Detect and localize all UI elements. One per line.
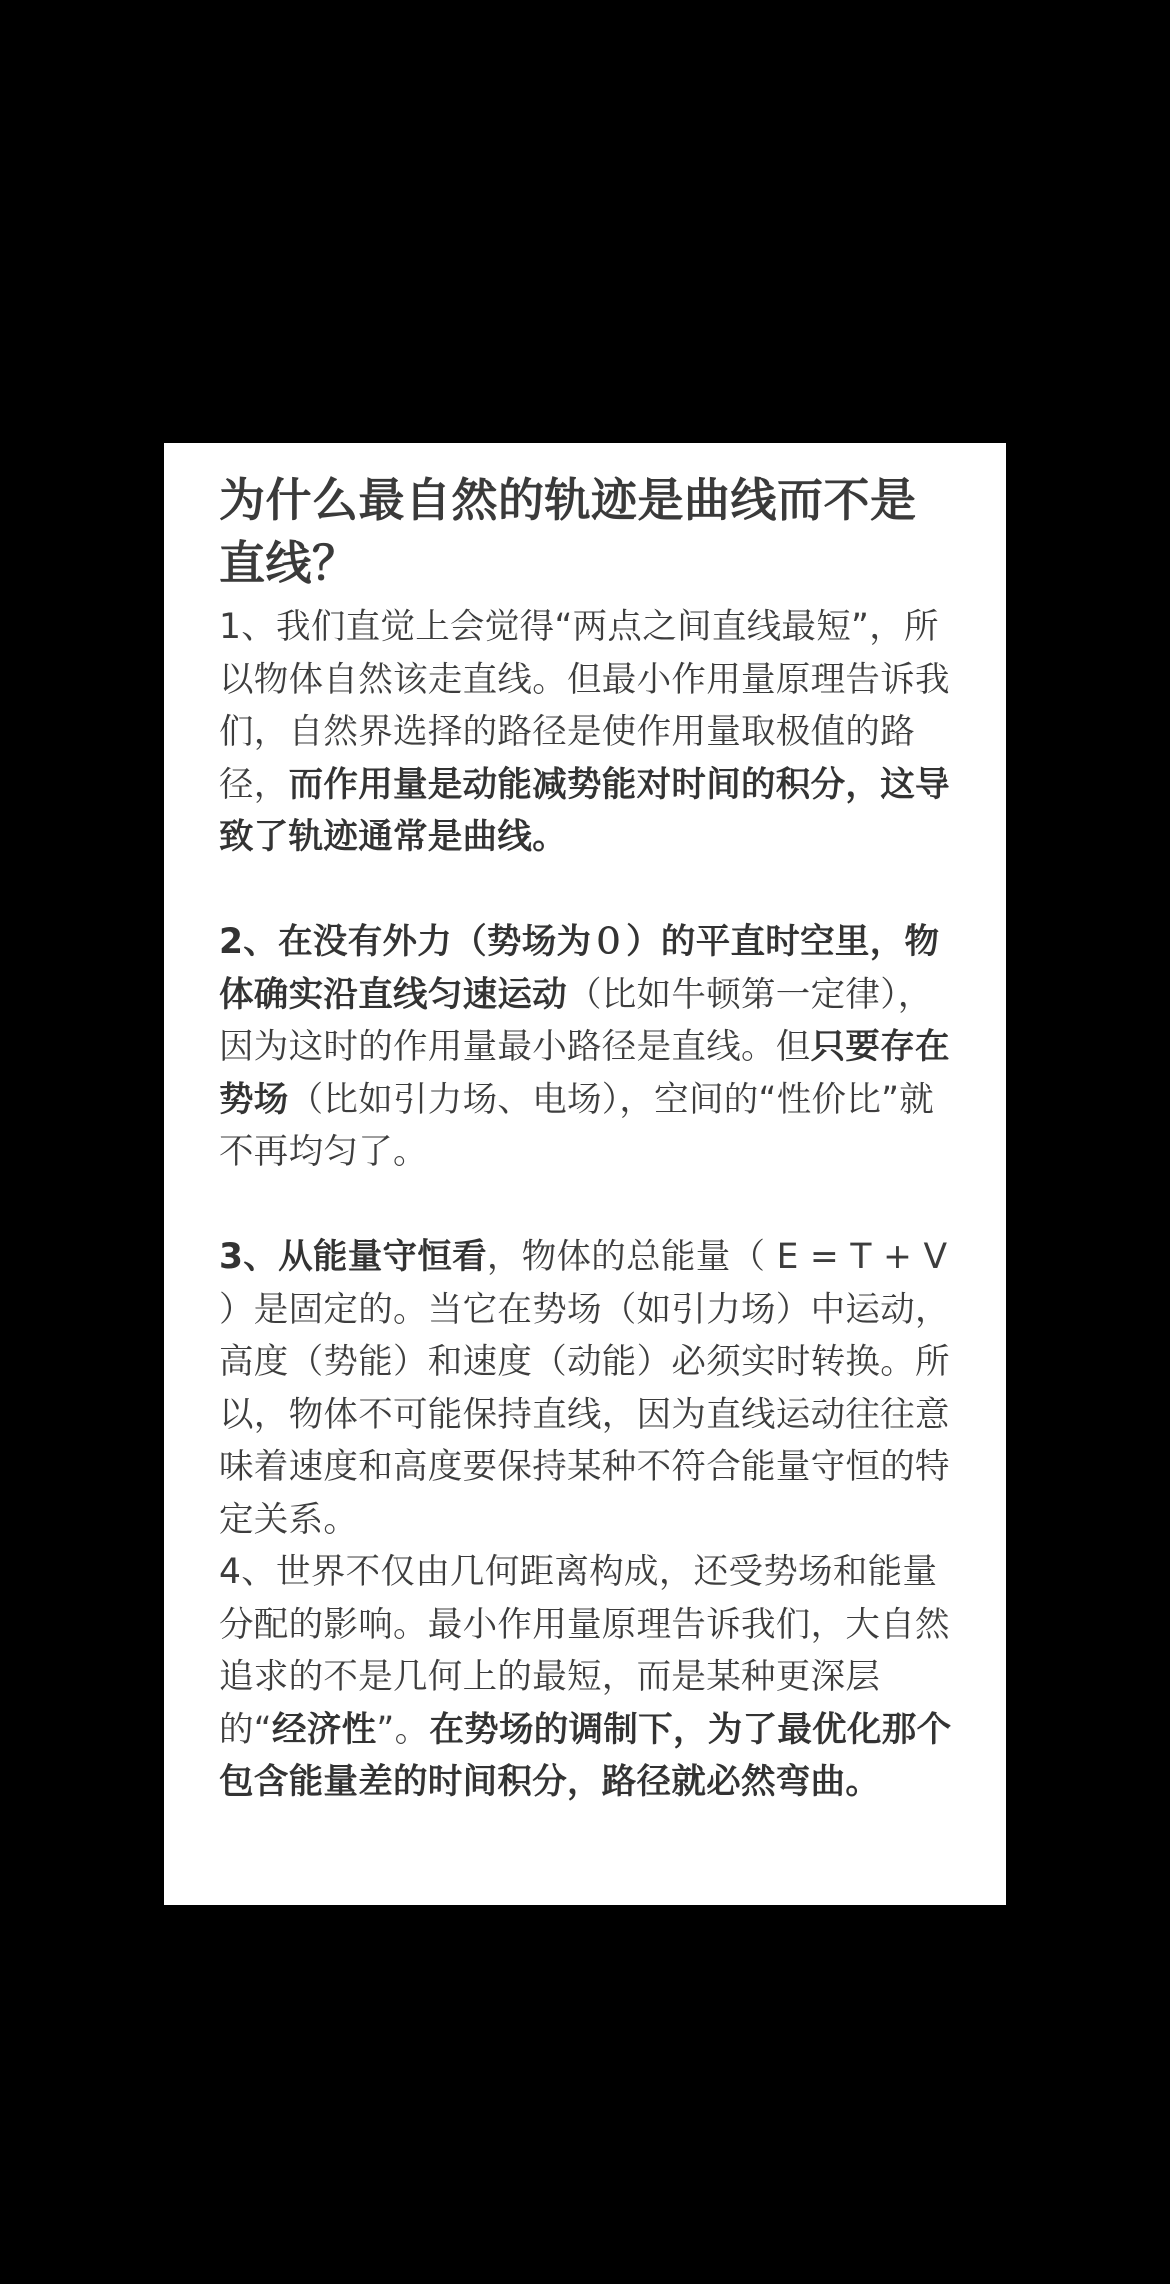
paragraph-4-text: 4、世界不仅由几何距离构成，还受势场和能量分配的影响。最小作用量原理告诉我们，大自然追求的不是几何上的最短，而是某种更深层的“ bbox=[219, 1552, 950, 1750]
paragraph-4-bold-end: 在势场的调制下，为了最优化那个包含能量差的时间积分，路径就必然弯曲。 bbox=[219, 1709, 952, 1802]
paragraph-4 bbox=[219, 1546, 956, 1809]
paragraph-1-bold: 而作用量是动能减势能对时间的积分，这导致了轨迹通常是曲线。 bbox=[219, 764, 950, 857]
paragraph-4-bold-word: 经济性 bbox=[271, 1709, 377, 1750]
article-card bbox=[164, 443, 1006, 1905]
paragraph-spacer bbox=[219, 864, 956, 917]
paragraph-2 bbox=[219, 916, 956, 1179]
paragraph-4-quote-close: ”。 bbox=[376, 1709, 430, 1750]
paragraph-1-text: 1、我们直觉上会觉得“两点之间直线最短”，所以物体自然该走直线。但最小作用量原理告诉我们，自然界选择的路径是使作用量取极值的路径， bbox=[219, 607, 950, 805]
paragraph-2-bold-lead: 2、在没有外力（势场为０）的平直时空里，物体确实沿直线匀速运动 bbox=[219, 922, 940, 1015]
paragraph-2-text: （比如牛顿第一定律），因为这时的作用量最小路径是直线。但 bbox=[219, 974, 933, 1067]
paragraph-spacer bbox=[219, 1179, 956, 1232]
paragraph-1 bbox=[219, 601, 956, 864]
paragraph-3 bbox=[219, 1231, 956, 1546]
article-title: 为什么最自然的轨迹是曲线而不是直线？ bbox=[219, 473, 917, 590]
paragraph-2-text-end: （比如引力场、电场），空间的“性价比”就不再均匀了。 bbox=[219, 1079, 935, 1172]
paragraph-3-bold-lead: 3、从能量守恒看 bbox=[219, 1237, 487, 1277]
paragraph-2-bold-mid: 只要存在势场 bbox=[219, 1027, 950, 1120]
paragraph-3-text: ，物体的总能量（ E = T + V ）是固定的。当它在势场（如引力场）中运动，高度（势能）和速度（动能）必须实时转换。所以，物体不可能保持直线，因为直线运动往往意味着速度和高度要保持某种不符合能量守恒的特定关系。 bbox=[219, 1237, 950, 1540]
